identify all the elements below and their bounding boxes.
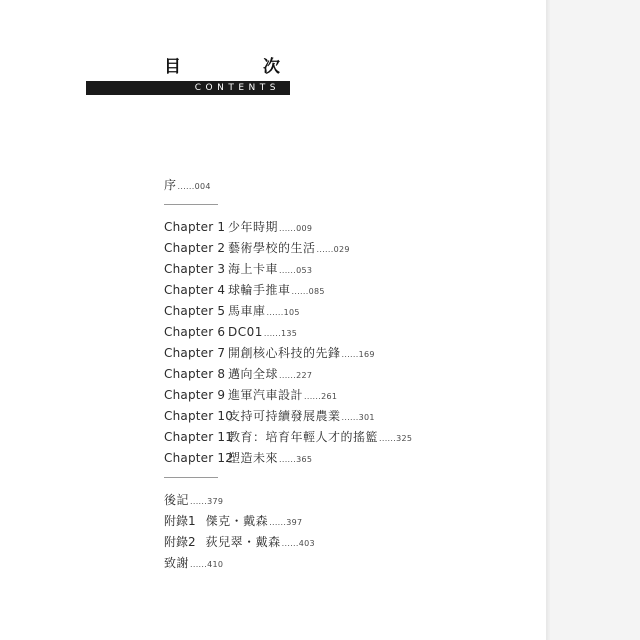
chapter-label: Chapter 9 <box>164 388 226 402</box>
entry-title: 海上卡車 <box>228 262 279 276</box>
page-number: ......397 <box>269 518 303 527</box>
entry-title: 少年時期 <box>228 220 279 234</box>
page-number: ......410 <box>190 560 224 569</box>
toc-entry-chapter-11 <box>164 429 412 445</box>
page-number: ......301 <box>341 413 375 422</box>
page-number: ......135 <box>263 329 298 338</box>
entry-title: DC01 <box>228 325 263 339</box>
toc-entry-preface <box>164 177 211 193</box>
entry-title: 序 <box>164 178 177 192</box>
toc-entry-chapter-9 <box>164 387 337 403</box>
entry-title: 塑造未來 <box>228 451 279 465</box>
appendix-label: 附錄1 <box>164 514 196 528</box>
chapter-label: Chapter 5 <box>164 304 226 318</box>
entry-title: 球輪手推車 <box>228 283 291 297</box>
chapter-label: Chapter 2 <box>164 241 226 255</box>
chapter-label: Chapter 10 <box>164 409 234 423</box>
page-number: ......105 <box>266 308 300 317</box>
chapter-label: Chapter 7 <box>164 346 226 360</box>
page-number: ......029 <box>316 245 350 254</box>
toc-entry-chapter-4 <box>164 282 325 298</box>
entry-title: 教育：培育年輕人才的搖籃 <box>228 430 379 444</box>
toc-entry-chapter-5 <box>164 303 300 319</box>
entry-title: 致謝 <box>164 556 190 570</box>
appendix-label: 附錄2 <box>164 535 196 549</box>
chapter-label: Chapter 11 <box>164 430 234 444</box>
entry-title: 馬車庫 <box>228 304 266 318</box>
toc-entry-chapter-3 <box>164 261 312 277</box>
toc-entry-afterword <box>164 492 223 508</box>
page-number: ......403 <box>281 539 315 548</box>
toc-entry-chapter-7 <box>164 345 375 361</box>
page-number: ......379 <box>190 497 224 506</box>
toc-entry-appendix-1 <box>164 513 302 529</box>
chapter-label: Chapter 12 <box>164 451 234 465</box>
chapter-label: Chapter 1 <box>164 220 226 234</box>
adjacent-page-edge <box>550 0 640 640</box>
chapter-label: Chapter 6 <box>164 325 226 339</box>
page-number: ......261 <box>304 392 338 401</box>
chapter-label: Chapter 8 <box>164 367 226 381</box>
toc-entry-chapter-12 <box>164 450 312 466</box>
contents-subtitle: CONTENTS <box>194 83 280 93</box>
toc-entry-chapter-2 <box>164 240 350 256</box>
toc-entry-chapter-6 <box>164 324 297 340</box>
chapter-label: Chapter 4 <box>164 283 226 297</box>
heading-char-left: 目 <box>164 57 181 77</box>
entry-title: 開創核心科技的先鋒 <box>228 346 341 360</box>
contents-banner <box>86 81 290 95</box>
entry-title: 藝術學校的生活 <box>228 241 316 255</box>
section-divider <box>164 204 218 205</box>
page-number: ......325 <box>379 434 413 443</box>
entry-title: 邁向全球 <box>228 367 279 381</box>
page-number: ......169 <box>341 350 375 359</box>
toc-entry-chapter-10 <box>164 408 375 424</box>
entry-title: 荻兒翠・戴森 <box>205 535 281 549</box>
toc-entry-chapter-1 <box>164 219 312 235</box>
section-divider <box>164 477 218 478</box>
toc-heading <box>164 56 280 78</box>
page-number: ......085 <box>291 287 325 296</box>
page-number: ......004 <box>177 182 211 191</box>
page-number: ......227 <box>279 371 313 380</box>
entry-title: 進軍汽車設計 <box>228 388 304 402</box>
entry-title: 後記 <box>164 493 190 507</box>
entry-title: 傑克・戴森 <box>205 514 269 528</box>
page-number: ......053 <box>279 266 313 275</box>
page-number: ......365 <box>279 455 313 464</box>
chapter-label: Chapter 3 <box>164 262 226 276</box>
heading-char-right: 次 <box>263 57 280 77</box>
toc-entry-appendix-2 <box>164 534 315 550</box>
toc-entry-chapter-8 <box>164 366 312 382</box>
toc-entry-acknowledgements <box>164 555 223 571</box>
page-number: ......009 <box>279 224 313 233</box>
entry-title: 支持可持續發展農業 <box>228 409 341 423</box>
